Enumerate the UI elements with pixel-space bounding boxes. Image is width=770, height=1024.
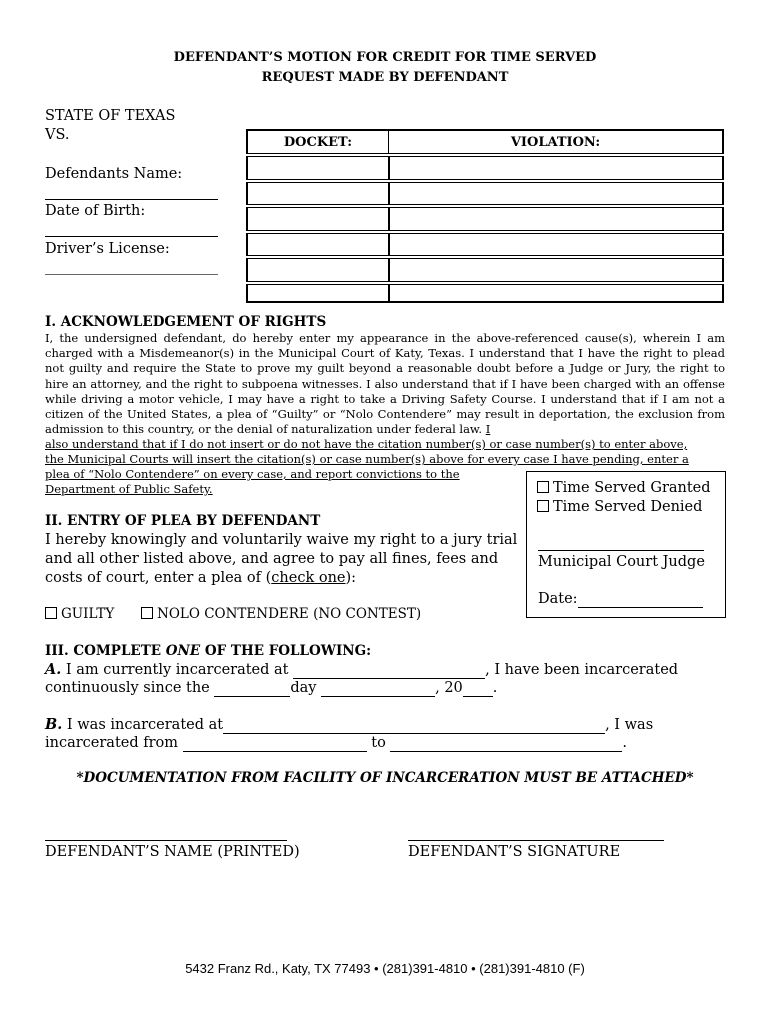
table-row	[247, 155, 723, 181]
documentation-notice: *DOCUMENTATION FROM FACILITY OF INCARCERATION MUST BE ATTACHED*	[76, 770, 694, 786]
table-row	[247, 206, 723, 232]
license-field[interactable]	[45, 274, 218, 275]
violation-cell[interactable]	[389, 155, 724, 181]
defendant-name-label: Defendants Name:	[45, 166, 183, 182]
since-month-field[interactable]	[321, 680, 435, 697]
checkbox-icon[interactable]	[537, 481, 549, 493]
option-a-label: A.	[45, 661, 62, 678]
table-row	[247, 181, 723, 207]
option-b-label: B.	[45, 716, 63, 733]
state-label: STATE OF TEXAS	[45, 108, 176, 124]
checkbox-icon[interactable]	[141, 607, 153, 619]
section2-heading: II. ENTRY OF PLEA BY DEFENDANT	[45, 513, 321, 529]
option-b-line2: incarcerated from to .	[45, 735, 628, 751]
citation-notice-line1: also understand that if I do not insert or do not have the citation number(s) or case number(s) to enter above,	[45, 437, 688, 451]
page-title: DEFENDANT’S MOTION FOR CREDIT FOR TIME SERVED	[173, 50, 597, 65]
section1-paragraph	[45, 331, 725, 437]
docket-cell[interactable]	[247, 232, 389, 258]
defendant-name-field[interactable]	[45, 199, 218, 200]
plea-guilty-option[interactable]: GUILTY	[45, 606, 114, 622]
check-one-text: check one	[271, 570, 346, 586]
plea-line1: I hereby knowingly and voluntarily waive my right to a jury trial	[45, 532, 518, 548]
table-row	[247, 283, 723, 302]
rights-text: I, the undersigned defendant, do hereby enter my appearance in the above-referenced cause(s), wherein I am charged with a Misdemeanor(s) in the Municipal Court of Katy, Texas. I understand that I have the right to plead not guilty and require the State to prove my guilt beyond a reasonable doubt before a Judge or Jury, the right to hire an attorney, and the right to subpoena witnesses. I also understand that if I have been charged with an offense while driving a motor vehicle, I may have a right to take a Driving Safety Course. I understand that if I am not a citizen of the United States, a plea of “Guilty” or “Nolo Contendere” may result in deportation, the exclusion from admission to this country, or the denial of naturalization under federal law.	[45, 331, 725, 437]
printed-name-label: DEFENDANT’S NAME (PRINTED)	[45, 844, 300, 860]
plea-nolo-option[interactable]: NOLO CONTENDERE (NO CONTEST)	[141, 606, 421, 622]
option-b-line1: B. I was incarcerated at , I was	[45, 716, 654, 733]
court-use-box	[526, 471, 726, 618]
page-subtitle: REQUEST MADE BY DEFENDANT	[261, 70, 509, 85]
docket-table	[246, 129, 724, 303]
signature-label: DEFENDANT’S SIGNATURE	[408, 844, 621, 860]
dob-label: Date of Birth:	[45, 203, 146, 219]
facility-a-field[interactable]	[293, 662, 485, 679]
checkbox-icon[interactable]	[45, 607, 57, 619]
docket-cell[interactable]	[247, 283, 389, 302]
printed-name-field[interactable]	[45, 840, 287, 841]
plea-line3: costs of court, enter a plea of (check one):	[45, 570, 357, 586]
option-a-line1: A. I am currently incarcerated at , I have been incarcerated	[45, 661, 679, 678]
docket-cell[interactable]	[247, 206, 389, 232]
to-date-field[interactable]	[390, 735, 622, 752]
citation-notice-line4: Department of Public Safety.	[45, 482, 213, 496]
violation-cell[interactable]	[389, 206, 724, 232]
plea-line2: and all other listed above, and agree to pay all fines, fees and	[45, 551, 499, 567]
since-day-field[interactable]	[214, 680, 290, 697]
violation-cell[interactable]	[389, 257, 724, 283]
docket-cell[interactable]	[247, 181, 389, 207]
judge-signature-field[interactable]	[538, 550, 704, 551]
violation-cell[interactable]	[389, 181, 724, 207]
since-year-field[interactable]	[463, 680, 493, 697]
judge-label: Municipal Court Judge	[538, 554, 705, 570]
time-served-granted-option[interactable]: Time Served Granted	[537, 480, 711, 496]
section1-heading: I. ACKNOWLEDGEMENT OF RIGHTS	[45, 314, 327, 330]
citation-notice-line2: the Municipal Courts will insert the citation(s) or case number(s) above for every case I have pending, enter a	[45, 452, 689, 466]
citation-notice-line3: plea of “Nolo Contendere” on every case, and report convictions to the	[45, 467, 460, 481]
rights-text-underlined-start: I	[485, 422, 491, 437]
judge-date-row	[538, 591, 703, 608]
docket-header: DOCKET:	[247, 130, 389, 155]
vs-label: VS.	[45, 127, 70, 143]
docket-cell[interactable]	[247, 155, 389, 181]
date-label: Date:	[538, 591, 578, 607]
violation-cell[interactable]	[389, 283, 724, 302]
from-date-field[interactable]	[183, 735, 367, 752]
table-row	[247, 257, 723, 283]
docket-cell[interactable]	[247, 257, 389, 283]
facility-b-field[interactable]	[223, 717, 605, 734]
time-served-denied-option[interactable]: Time Served Denied	[537, 499, 702, 515]
judge-date-field[interactable]	[578, 591, 703, 608]
license-label: Driver’s License:	[45, 241, 170, 257]
table-row	[247, 232, 723, 258]
violation-cell[interactable]	[389, 232, 724, 258]
footer-address: 5432 Franz Rd., Katy, TX 77493 • (281)391-4810 • (281)391-4810 (F)	[185, 961, 585, 976]
violation-header: VIOLATION:	[389, 130, 724, 155]
dob-field[interactable]	[45, 236, 218, 237]
option-a-line2: continuously since the day , 20 .	[45, 680, 498, 696]
signature-field[interactable]	[408, 840, 664, 841]
checkbox-icon[interactable]	[537, 500, 549, 512]
section3-heading: III. COMPLETE ONE OF THE FOLLOWING:	[45, 643, 372, 659]
